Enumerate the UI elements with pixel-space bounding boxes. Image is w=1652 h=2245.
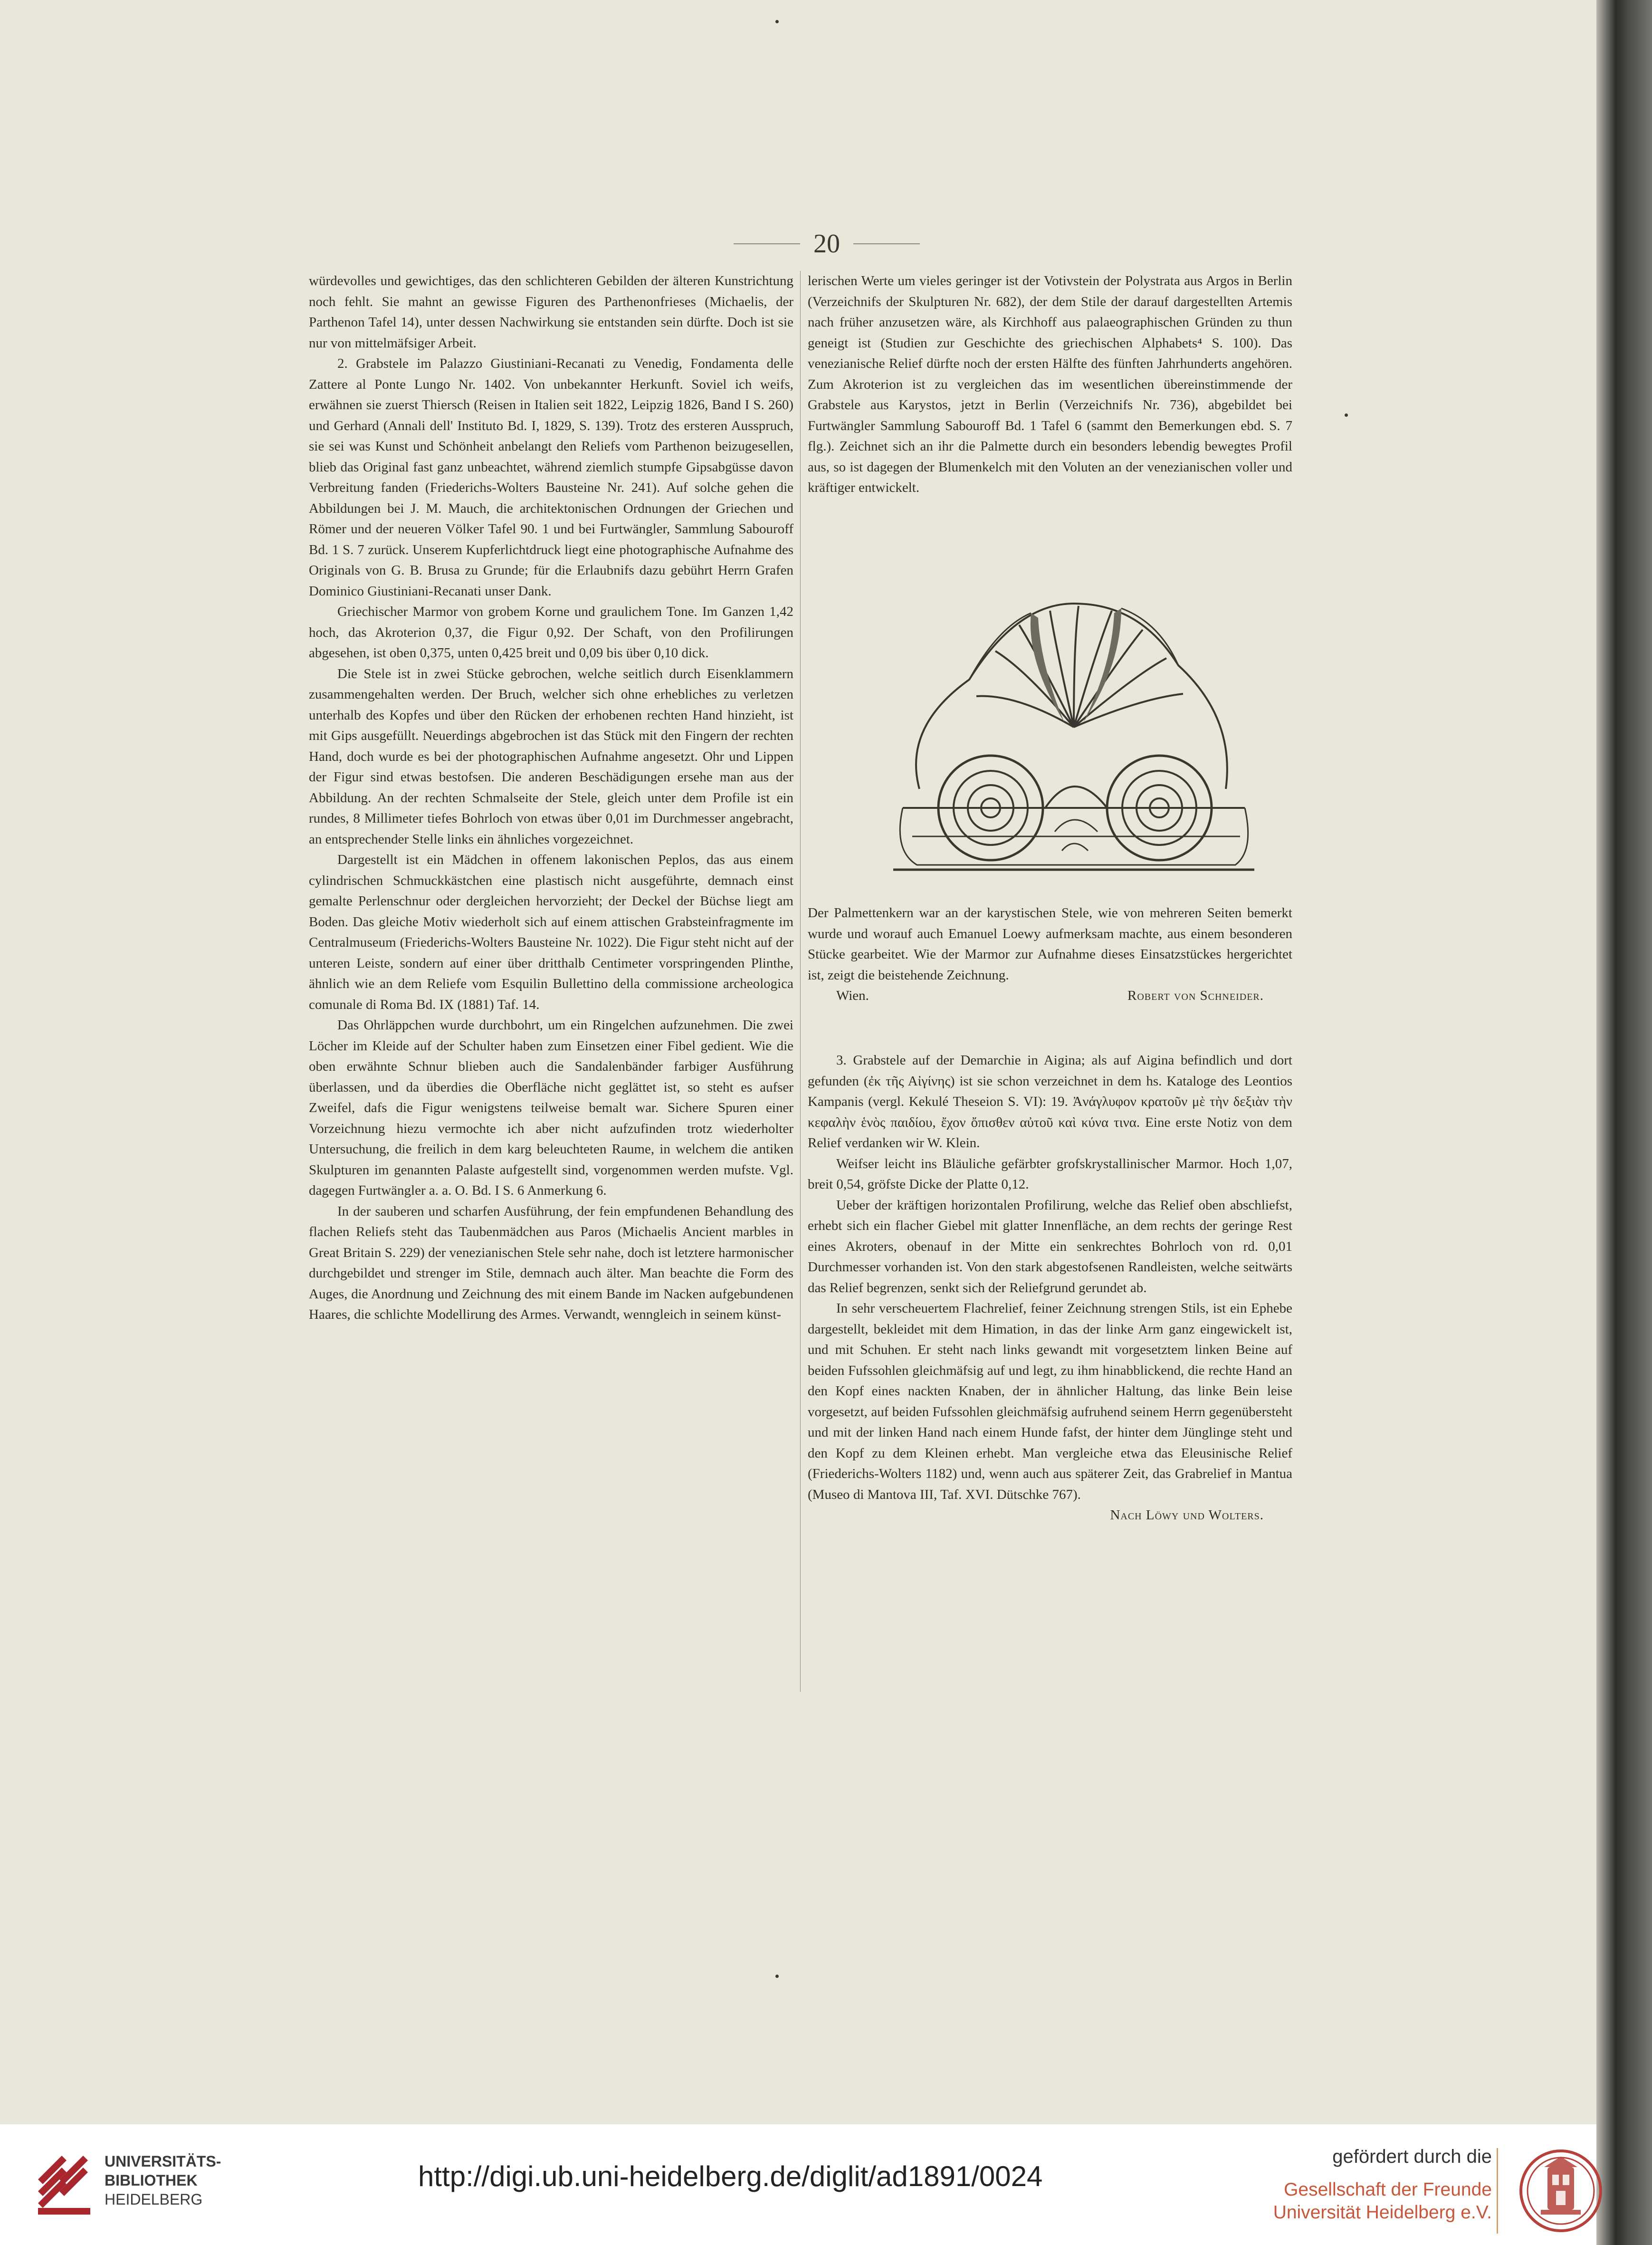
akroterion-drawing	[874, 585, 1278, 889]
paragraph: lerischen Werte um vieles geringer ist der Votivstein der Polystrata aus Argos in Berlin (Verzeichnifs der Skulpturen Nr. 682), der dem Stile der darauf dargestellten Artemis nach früher anzusetzen wäre, als Kirchhoff aus palaeographischen Gründen zu thun geneigt ist (Studien zur Geschichte des griechischen Alphabets⁴ S. 100). Das venezianische Relief dürfte noch der ersten Hälfte des fünften Jahrhunderts angehören. Zum Akroterion ist zu vergleichen das im wesentlichen übereinstimmende der Grabstele aus Karystos, jetzt in Berlin (Verzeichnifs Nr. 736), abgebildet bei Furtwängler Sammlung Sabouroff Bd. 1 Tafel 6 (sammt den Bemerkungen ebd. S. 7 flg.). Zeichnet sich an ihr die Palmette durch ein besonders lebendig bewegtes Profil aus, so ist dagegen der Blumenkelch mit den Voluten an der venezianischen voller und kräftiger entwickelt.	[808, 273, 1292, 495]
section-3-block	[808, 1050, 1292, 1526]
paragraph: Weifser leicht ins Bläuliche gefärbter grofskrystallinischer Marmor. Hoch 1,07, breit 0,54, gröfste Dicke der Platte 0,12.	[808, 1156, 1292, 1192]
dust-speck	[775, 20, 779, 23]
book-spine	[1596, 0, 1652, 2245]
funder-name-line: Gesellschaft der Freunde	[1284, 2179, 1492, 2200]
logo-line: HEIDELBERG	[105, 2191, 203, 2208]
funder-credit	[1226, 2143, 1492, 2238]
signature-author: Robert von Schneider.	[1127, 988, 1264, 1003]
dust-speck	[1345, 413, 1348, 417]
paragraph: Griechischer Marmor von grobem Korne und graulichem Tone. Im Ganzen 1,42 hoch, das Akroterion 0,37, die Figur 0,92. Der Schaft, von den Profilirungen abgesehen, ist oben 0,375, unten 0,425 breit und 0,09 bis über 0,10 dick.	[309, 604, 793, 661]
paragraph: 3. Grabstele auf der Demarchie in Aigina; als auf Aigina befindlich und dort gefunden (ἐκ τῆς Αἰγίνης) ist sie schon verzeichnet in dem hs. Kataloge des Leontios Kampanis (vergl. Kekulé Theseion S. VI): 19. Ἀνάγλυφον κρατοῦν μὲ τὴν δεξιὰν τὴν κεφαλὴν ἑνὸς παιδίου, ἔχον ὄπισθεν αὐτοῦ καὶ κύνα τινα. Eine erste Notiz von dem Relief verdanken wir W. Klein.	[808, 1053, 1292, 1151]
footer-divider	[1497, 2148, 1498, 2234]
paragraph: 2. Grabstele im Palazzo Giustiniani-Recanati zu Venedig, Fondamenta delle Zattere al Ponte Lungo Nr. 1402. Von unbekannter Herkunft. Soviel ich weifs, erwähnen sie zuerst Thiersch (Reisen in Italien seit 1822, Leipzig 1826, Band I S. 260) und Gerhard (Annali dell' Instituto Bd. I, 1829, S. 139). Trotz des ersteren Ausspruch, sie sei was Kunst und Schönheit anbelangt den Reliefs vom Parthenon beizugesellen, blieb das Original fast ganz unbeachtet, während ziemlich stumpfe Gipsabgüsse davon Verbreitung fanden (Friederichs-Wolters Bausteine Nr. 241). Auf solche gehen die Abbildungen bei J. M. Mauch, die architektonischen Ordnungen der Griechen und Römer und der neueren Völker Tafel 90. 1 und bei Furtwängler, Sammlung Sabouroff Bd. 1 S. 7 zurück. Unserem Kupferlichtdruck liegt eine photographische Aufnahme des Originals von G. B. Brusa zu Grunde; für die Erlaubnifs dazu gebührt Herrn Grafen Dominico Giustiniani-Recanati unser Dank.	[309, 356, 793, 599]
signature-final: Nach Löwy und Wolters.	[1110, 1507, 1264, 1523]
signature-row	[808, 986, 1292, 1007]
university-seal-icon	[1518, 2143, 1604, 2238]
page-number-text: 20	[813, 229, 840, 259]
paragraph: Die Stele ist in zwei Stücke gebrochen, welche seitlich durch Eisenklammern zusammengehalten werden. Der Bruch, welcher sich ohne erhebliches zu verletzen unterhalb des Kopfes und über den Rücken der erhobenen rechten Hand hinzieht, ist mit Gips ausgefüllt. Neuerdings abgebrochen ist das Stück mit den Fingern der rechten Hand, doch wurde es bei der photographischen Aufnahme angesetzt. Ohr und Lippen der Figur sind etwas bestofsen. Die anderen Beschädigungen ersehe man aus der Abbildung. An der rechten Schmalseite der Stele, gleich unter dem Profile ist ein rundes, 8 Millimeter tiefes Bohrloch von etwas über 0,01 im Durchmesser angebracht, an entsprechender Stelle links ein ähnliches vorgezeichnet.	[309, 666, 793, 847]
right-column	[808, 271, 1292, 1523]
funder-label: gefördert durch die	[1332, 2146, 1492, 2167]
paragraph: Das Ohrläppchen wurde durchbohrt, um ein Ringelchen aufzunehmen. Die zwei Löcher im Kleide auf der Schulter haben zum Einsetzen einer Fibel gedient. Wie die oben erwähnte Schnur blieben auch die Sandalenbänder farbiger Ausführung überlassen, und da überdies die Oberfläche nicht geglättet ist, so steht es aufser Zweifel, dafs die Figur wenigstens teilweise bemalt war. Sichere Spuren einer Vorzeichnung hiezu vermochte ich aber nicht aufzufinden trotz wiederholter Untersuchung, die freilich in dem karg beleuchteten Raume, in welchem die antiken Skulpturen im genannten Palaste aufgestellt sind, vorgenommen werden mufste. Vgl. dagegen Furtwängler a. a. O. Bd. I S. 6 Anmerkung 6.	[309, 1017, 793, 1198]
page-number	[713, 227, 941, 260]
page-number-dash-left	[734, 243, 800, 244]
logo-line: UNIVERSITÄTS-	[105, 2153, 221, 2170]
caption-paragraph: Der Palmettenkern war an der karystischen Stele, wie von mehreren Seiten bemerkt wurde und worauf auch Emanuel Loewy aufmerksam machte, aus einem besonderen Stücke gearbeitet. Wie der Marmor zur Aufnahme dieses Einsatzstückes hergerichtet ist, zeigt die beistehende Zeichnung.	[808, 905, 1292, 983]
paragraph: Ueber der kräftigen horizontalen Profilirung, welche das Relief oben abschliefst, erhebt sich ein flacher Giebel mit glatter Innenfläche, an dem rechts der geringe Rest eines Akroters, obenauf in der Mitte ein senkrechtes Bohrloch von rd. 0,01 Durchmesser vorhanden ist. Von den stark abgestofsenen Randleisten, welche seitwärts das Relief begrenzen, senkt sich der Reliefgrund gerundet ab.	[808, 1197, 1292, 1295]
paragraph: würdevolles und gewichtiges, das den schlichteren Gebilden der älteren Kunstrichtung noch fehlt. Sie mahnt an gewisse Figuren des Parthenonfrieses (Michaelis, der Parthenon Tafel 14), unter dessen Nachwirkung sie entstanden sein dürfte. Doch ist sie nur von mittelmäfsiger Arbeit.	[309, 273, 793, 351]
page-number-dash-right	[853, 243, 920, 244]
paragraph: In der sauberen und scharfen Ausführung, der fein empfundenen Behandlung des flachen Reliefs steht das Taubenmädchen aus Paros (Michaelis Ancient marbles in Great Britain S. 229) der venezianischen Stele sehr nahe, doch ist letztere harmonischer durchgebildet und strenger im Stile, demnach auch älter. Man beachte die Form des Auges, die Anordnung und Zeichnung des mit einem Bande im Nacken aufgebundenen Haares, die schlichte Modellirung des Armes. Verwandt, wenngleich in seinem künst-	[309, 1203, 793, 1322]
logo-line: BIBLIOTHEK	[105, 2172, 198, 2189]
library-logo-icon	[33, 2151, 95, 2217]
dust-speck	[775, 1975, 779, 1978]
paragraph: Dargestellt ist ein Mädchen in offenem lakonischen Peplos, das aus einem cylindrischen Schmuckkästchen eine plastisch nicht ausgeführte, demnach einst gemalte Perlenschnur oder dergleichen hervorzieht; der Deckel der Büchse liegt am Boden. Das gleiche Motiv wiederholt sich auf einem attischen Grabsteinfragmente im Centralmuseum (Friederichs-Wolters Bausteine Nr. 1022). Die Figur steht nicht auf der unteren Leiste, sondern auf einer über dritthalb Centimeter vorspringenden Plinthe, ähnlich wie an dem Reliefe vom Esquilin Bullettino della commissione archeologica comunale di Roma Bd. IX (1881) Taf. 14.	[309, 852, 793, 1012]
paragraph: In sehr verscheuertem Flachrelief, feiner Zeichnung strengen Stils, ist ein Ephebe dargestellt, bekleidet mit dem Himation, in das der linke Arm ganz eingewickelt ist, und mit Schuhen. Er steht nach links gewandt mit vorgesetztem linken Beine auf beiden Fufssohlen gleichmäfsig auf und legt, zu ihm hinabblickend, die rechte Hand an den Kopf eines nackten Knaben, der in ähnlicher Haltung, das linke Bein leise vorgesetzt, auf beiden Fufssohlen gleichmäfsig aufruhend seinem Herrn gegenübersteht und mit der linken Hand nach einem Hunde fafst, der hinter dem Jünglinge steht und den Kopf zu dem Kleinen erhebt. Man vergleiche etwa das Eleusinische Relief (Friederichs-Wolters 1182) und, wenn auch aus späterer Zeit, das Grabrelief in Mantua (Museo di Mantova III, Taf. XVI. Dütschke 767).	[808, 1301, 1292, 1502]
figure-caption-block	[808, 903, 1292, 1007]
library-logo-text	[105, 2152, 242, 2209]
funder-name[interactable]	[1226, 2178, 1492, 2224]
signature-place: Wien.	[836, 988, 869, 1003]
library-logo[interactable]	[33, 2148, 233, 2229]
column-divider	[800, 271, 801, 1692]
funder-name-line: Universität Heidelberg e.V.	[1273, 2202, 1492, 2223]
left-column	[309, 271, 793, 1325]
permalink-url[interactable]: http://digi.ub.uni-heidelberg.de/diglit/ad1891/0024	[418, 2160, 1043, 2192]
